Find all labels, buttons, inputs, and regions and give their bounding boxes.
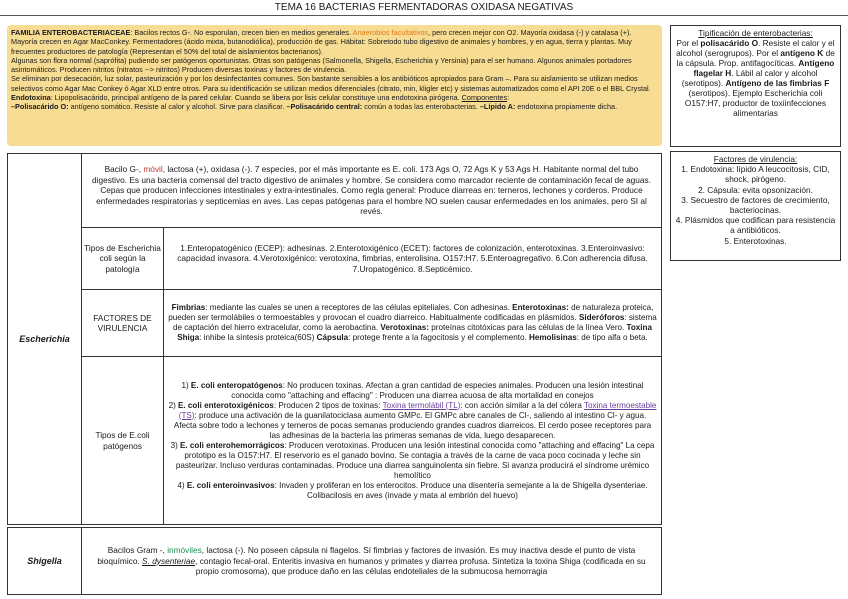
escherichia-label-cell bbox=[7, 153, 82, 525]
tipificacion-box bbox=[670, 25, 841, 147]
factores-text-cell: Fimbrias: mediante las cuales se unen a receptores de las células epiteliales. Con adhesinas. Enterotoxinas: de naturaleza proteica, pueden ser termolábiles o termoestables y provocan el cuadro diarreico. Habitualmente codificadas en plásmidos. Sideróforos: sistema de captación del hierro extracelular, como la aerobactina. Verotoxinas: proteínas citotóxicas para las células de la línea Vero. Toxina Shiga: inhibe la síntesis proteica(60S) Cápsula: protege frente a la fagocitosis y el complemento. Hemolisinas: de tipo alfa o beta. bbox=[163, 289, 662, 357]
escherichia-description: Bacilo G-, móvil, lactosa (+), oxidasa (-). 7 especies, por el más importante es E. coli. 173 Ags O, 72 Ags K y 53 Ags H. Habitante normal del tubo digestivo. Es una bacteria comensal del tracto digestivo de animales y hombre. Se considera como marcador reciente de contaminación fecal de aguas. Cepas que producen infecciones intestinales y extra-intestinales. Como regla general: Produce diarreas en: terneros, lechones y corderos. Produce enfermedades respiratorias y septicemias en aves. Las cepas patógenas para el hombre NO suelen causar enfermedades en los animales, pero SI al revés. bbox=[81, 153, 662, 228]
virulencia-box bbox=[670, 151, 841, 261]
patogeno-item: 1) E. coli enteropatógenos: No producen toxinas. Afectan a gran cantidad de especies animales. Producen una lesión intestinal conocida como "attaching and effacing" : Producen una diarrea acuosa de alta mortalidad en conejos bbox=[181, 380, 644, 400]
page-title: TEMA 16 BACTERIAS FERMENTADORAS OXIDASA NEGATIVAS bbox=[0, 0, 848, 16]
virulencia-item: 5. Enterotoxinas. bbox=[724, 235, 787, 246]
inmoviles-highlight: inmóviles bbox=[167, 545, 202, 556]
tipificacion-heading: Tipificación de enterobacterias: bbox=[698, 28, 813, 38]
factores-label-cell: FACTORES DE VIRULENCIA bbox=[81, 289, 164, 357]
patogeno-item: 3) E. coli enterohemorrágicos: Producen verotoxinas. Producen una lesión intestinal conocida como "attaching and effacing" La cepa prototipo es la O157:H7. El reservorio es el ganado bovino. Se contagia a través de la carne de vaca poco cocinada y leche sin pasteurizar. Incluso verduras contaminadas. Produce una diarrea sanguinolenta sin fiebre. Si avanza producirá el síndrome urémico hemolítico bbox=[170, 440, 655, 480]
movil-highlight: móvil bbox=[143, 164, 163, 175]
anaerobios-highlight: Anaerobios facultativos bbox=[352, 28, 429, 37]
tipos-label-cell: Tipos de Escherichia coli según la patología bbox=[81, 227, 164, 290]
virulencia-item: 2. Cápsula: evita opsonización. bbox=[698, 184, 813, 195]
patogeno-item: 4) E. coli enteroinvasivos: Invaden y proliferan en los enterocitos. Produce una disentería semejante a la de Shigella dysenteriae. Colibacilosis en aves (invade y mata al embrión del huevo) bbox=[177, 480, 648, 500]
virulencia-heading: Factores de virulencia: bbox=[713, 154, 798, 164]
patogenos-label-cell: Tipos de E.coli patógenos bbox=[81, 356, 164, 525]
shigella-description: Bacilos Gram -, inmóviles, lactosa (-). No poseen cápsula ni flagelos. Sí fimbrias y factores de invasión. Es muy inactiva desde el punto de vista bioquímico. S. dysenteriae, contagio fecal-oral. Enteritis invasiva en humanos y primates y diarrea profusa. Sintetiza la toxina Shiga (codificada en su propio cromosoma), que produce daño en las células endoteliales de la submucosa hemorragia bbox=[81, 527, 662, 595]
genus-shigella: Shigella bbox=[27, 556, 62, 566]
virulencia-item: 4. Plásmidos que codifican para resistencia a antibióticos. bbox=[675, 215, 836, 236]
enterobacteriaceae-summary: FAMILIA ENTEROBACTERIACEAE: Bacilos rectos G-. No esporulan, crecen bien en medios generales. Anaerobios facultativos, pero crecen mejor con O2. Mayoría oxidasa (-) y catalasa (+). Mayoría crecen en Agar MacConkey. Fermentadores (ácido mixta, butanodiólica), producción de gas. Hábitat: Sobretodo tubo digestivo de animales y hombres, y en agua, tierra y plantas. Muy frecuentes productores de patología (Representan el 50% del total de aislamientos bacterianos). Algunas son flora normal (saprófita) pudiendo ser patógenos oportunistas. Otras son patógenas (Salmonella, Shigella, Escherichia y Yersinia) para el ser humano. Algunos animales portadores asintomáticos. Producen nitritos (nitratos --> nitritos) Producen diversas toxinas y factores de virulencia. Se eliminan por desecación, luz solar, pasteurización y por los desinfectantes comunes. Son bastante sensibles a los antibióticos apropiados para Gram –. Para su aislamiento se utilizan medios selectivos como Agar Mac Conkey ó Agar XLD entre otros. Para su identificación se utilizan medios diferenciales (citrato, min, kligler etc) y sistemas automatizados como el API 20E o el BBL Crystal. Endotoxina: Lipopolisacárido, principal antígeno de la pared celular. Cuando se libera por lisis celular constituye una endotoxina pirógena. Componentes: –Polisacárido O: antígeno somático. Resiste al calor y alcohol. Sirve para clasificar. –Polisacárido central: común a todas las enterobacterias. –Lípido A: endotoxina propiamente dicha. bbox=[7, 25, 662, 146]
patogenos-text-cell bbox=[163, 356, 662, 525]
patogeno-item: 2) E. coli enterotoxigénicos: Producen 2 tipos de toxinas: Toxina termolábil (TL): con acción similar a la del cólera Toxina termoestable (TS): produce una activación de la guanilatociclasa aumento GMPc. El GMPc abre canales de Cl-, saliendo al intestino Cl- y agua. Afecta sobre todo a lechones y terneros de pocas semanas produciendo grandes cuadros diarreicos. El cerdo posee receptores para las adhesinas de la bacteria las primeras semanas de vida, luego desaparecen. bbox=[168, 400, 657, 440]
genus-escherichia: Escherichia bbox=[19, 334, 70, 344]
toxina-ts-link: Toxina termoestable (TS) bbox=[178, 400, 657, 420]
tipificacion-text: Por el polisacárido O. Resiste el calor y el alcohol (serogrupos). Por el antígeno K de la cápsula. Prop. antifagocíticas. Antígeno flagelar H. Lábil al calor y alcohol (serotipos). Antígeno de las fimbrias F (serotipos). Ejemplo Escherichia coli O157:H7, productor de toxiinfecciones alimentarias bbox=[676, 38, 835, 118]
virulencia-item: 3. Secuestro de factores de crecimiento, bacteriocinas. bbox=[681, 194, 830, 216]
family-label: FAMILIA ENTEROBACTERIACEAE bbox=[11, 28, 131, 37]
species-name: S. dysenteriae bbox=[142, 555, 196, 566]
tipos-text-cell: 1.Enteropatogénico (ECEP): adhesinas. 2.Enterotoxigénico (ECET): factores de colonización, enterotoxinas. 3.Enteroinvasivo: capacidad invasora. 4.Verotoxigénico: verotoxina, fimbrias, enterolisina. O157:H7. 5.Enteroagregativo. 6.Con adherencia difusa. 7.Uropatogénico. 8.Septicémico. bbox=[163, 227, 662, 290]
toxina-tl-link: Toxina termolábil (TL) bbox=[382, 400, 461, 410]
virulencia-item: 1. Endotoxina: lípido A leucocitosis, CID, shock, pirógeno. bbox=[681, 164, 830, 185]
shigella-label-cell bbox=[7, 527, 82, 595]
